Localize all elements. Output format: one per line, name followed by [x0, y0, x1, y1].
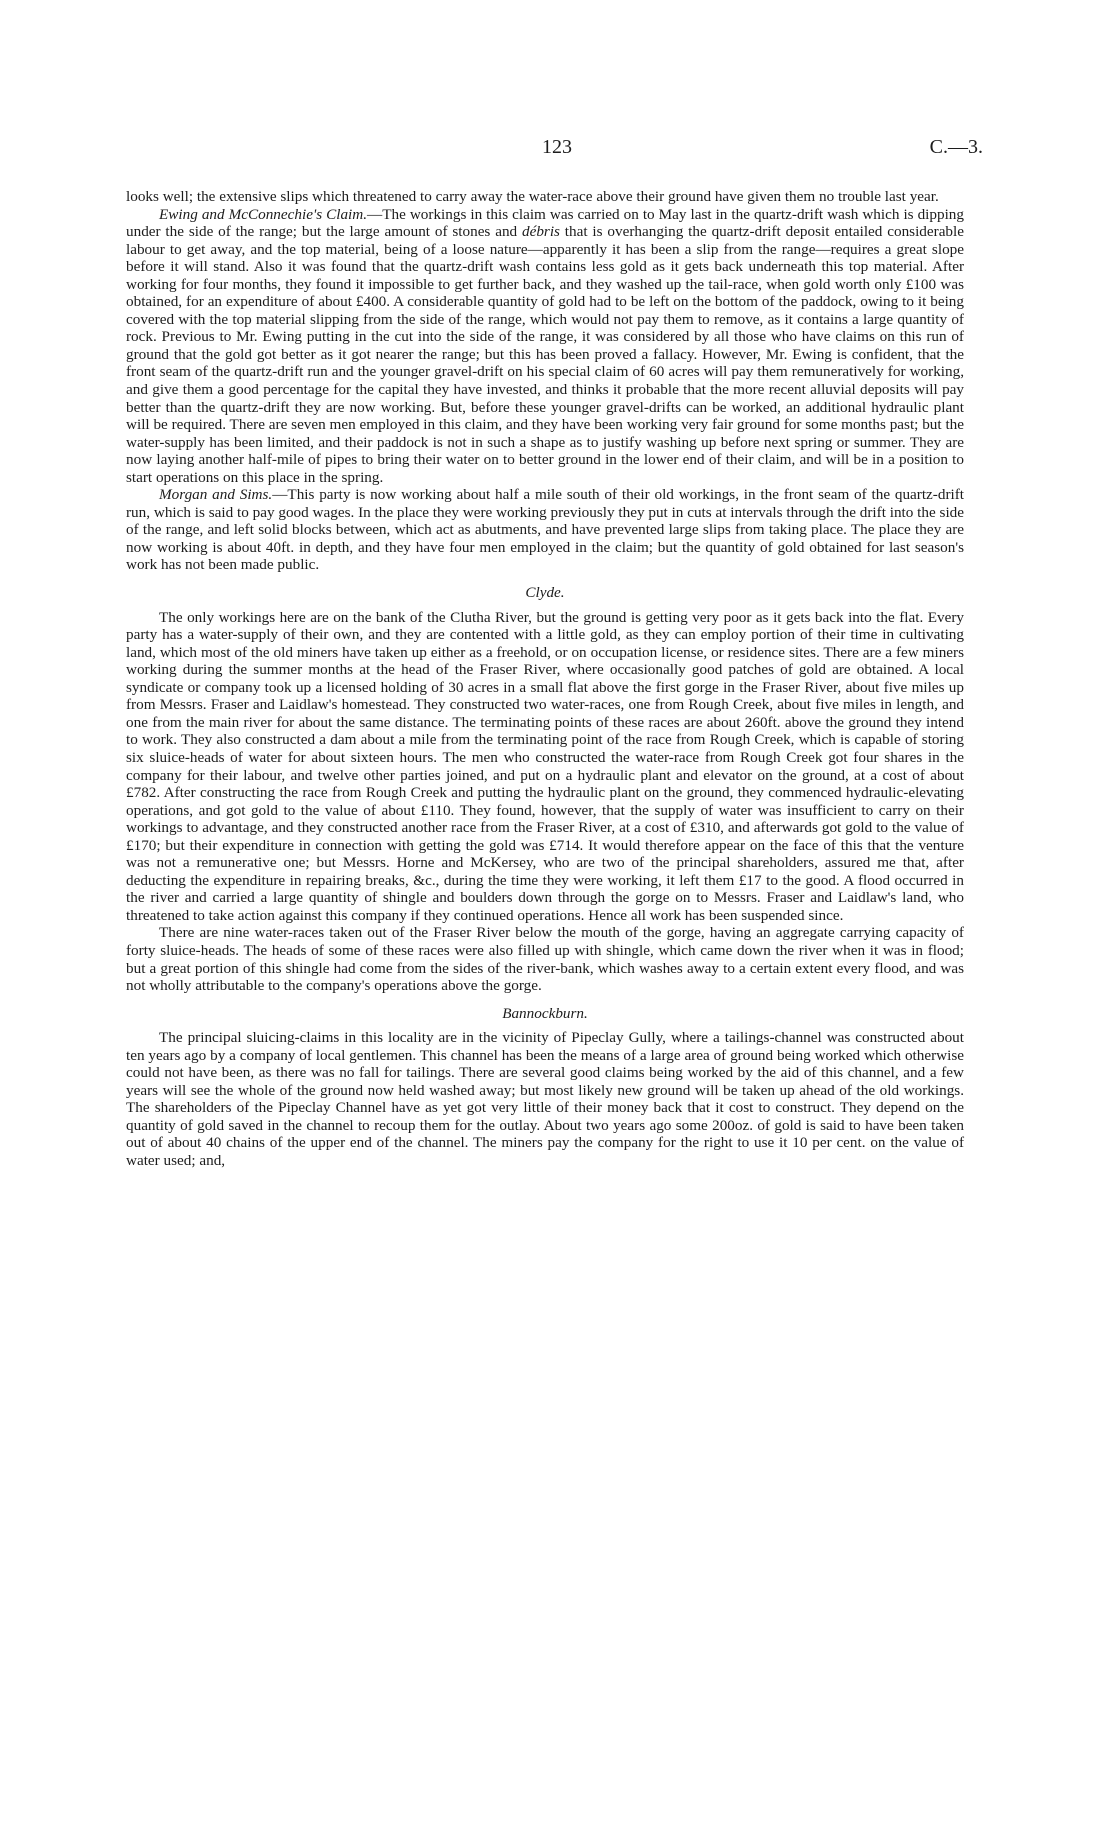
- paragraph-text-italic: débris: [521, 223, 560, 241]
- paragraph-clyde-2: There are nine water-races taken out of the Fraser River below the mouth of the gorge, having an aggregate carrying capacity of forty sluice-heads. The heads of some of these races were also filled up with shingle, which came down the river when it was in flood; but a great portion of this shingle had come from the sides of the river-bank, which washes away to a certain extent every flood, and was not wholly attributable to the company's operations above the gorge.: [126, 924, 964, 995]
- paragraph-clyde-1: The only workings here are on the bank of the Clutha River, but the ground is getting very poor as it gets back into the flat. Every party has a water-supply of their own, and they are contented with a little gold, as they can employ portion of their time in cultivating land, which most of the old miners have taken up either as a freehold, or on occupation license, or residence sites. There are a few miners working during the summer months at the head of the Fraser River, where occasionally good patches of gold are obtained. A local syndicate or company took up a licensed holding of 30 acres in a small flat above the first gorge in the Fraser River, about five miles up from Messrs. Fraser and Laidlaw's homestead. They constructed two water-races, one from Rough Creek, about five miles in length, and one from the main river for about the same distance. The terminating points of these races are about 260ft. above the ground they intend to work. They also constructed a dam about a mile from the terminating point of the race from Rough Creek, which is capable of storing six sluice-heads of water for about sixteen hours. The men who constructed the water-race from Rough Creek got four shares in the company for their labour, and twelve other parties joined, and put on a hydraulic plant and elevator on the ground, at a cost of about £782. After constructing the race from Rough Creek and putting the hydraulic plant on the ground, they commenced hydraulic-elevating operations, and got gold to the value of about £110. They found, however, that the supply of water was insufficient to carry on their workings to advantage, and they constructed another race from the Fraser River, at a cost of £310, and afterwards got gold to the value of £170; but their expenditure in connection with getting the gold was £714. It would therefore appear on the face of this that the venture was not a remunerative one; but Messrs. Horne and McKersey, who are two of the principal shareholders, assured me that, after deducting the expenditure in repairing breaks, &c., during the time they were working, it left them £17 to the good. A flood occurred in the river and carried a large quantity of shingle and boulders down through the gorge on to Messrs. Fraser and Laidlaw's land, who threatened to take action against this company if they continued operations. Hence all work has been suspended since.: [126, 608, 964, 924]
- page-header: [0, 136, 1114, 166]
- paragraph-continuation: looks well; the extensive slips which threatened to carry away the water-race above their ground have given them no trouble last year.: [126, 188, 939, 205]
- paragraph-text: —The workings in this claim was carried on to May last in the quartz-drift wash which is dipping under the side of the range; but the large amount of stones and: [126, 205, 964, 241]
- document-reference: C.—3.: [929, 136, 983, 158]
- paragraph-bannockburn: The principal sluicing-claims in this locality are in the vicinity of Pipeclay Gully, where a tailings-channel was constructed about ten years ago by a company of local gentlemen. This channel has been the means of a large area of ground being worked which otherwise could not have been, as there was no fall for tailings. There are several good claims being worked by the aid of this channel, and a few years will see the whole of the ground now held washed away; but most likely new ground will be taken up ahead of the old workings. The shareholders of the Pipeclay Channel have as yet got very little of their money back that it cost to construct. They depend on the quantity of gold saved in the channel to recoup them for the outlay. About two years ago some 200oz. of gold is said to have been taken out of about 40 chains of the upper end of the channel. The miners pay the company for the right to use it 10 per cent. on the value of water used; and,: [126, 1029, 964, 1169]
- claim-title-morgan: Morgan and Sims.: [159, 486, 273, 504]
- section-heading-bannockburn: Bannockburn.: [502, 1004, 588, 1022]
- section-heading-clyde: Clyde.: [525, 584, 565, 602]
- page-number: 123: [542, 136, 572, 158]
- page-body: [126, 188, 964, 1170]
- claim-title-ewing: Ewing and McConnechie's Claim.: [159, 205, 368, 223]
- paragraph-text: —This party is now working about half a mile south of their old workings, in the front seam of the quartz-drift run, which is said to pay good wages. In the place they were working previously they put in cuts at intervals through the drift into the side of the range, and left solid blocks between, which act as abutments, and have prevented large slips from taking place. The place they are now working is about 40ft. in depth, and they have four men employed in the claim; but the quantity of gold obtained for last season's work has not been made public.: [126, 486, 964, 574]
- paragraph-text: that is overhanging the quartz-drift deposit entailed considerable labour to get away, and the top material, being of a loose nature—apparently it has been a slip from the range—requires a great slope before it will stand. Also it was found that the quartz-drift wash contains less gold as it gets back underneath this top material. After working for four months, they found it impossible to get further back, and they washed up the tail-race, when gold worth only £100 was obtained, for an expenditure of about £400. A considerable quantity of gold had to be left on the bottom of the paddock, owing to it being covered with the top material slipping from the side of the range, which would not pay them to remove, as it contains a large quantity of rock. Previous to Mr. Ewing putting in the cut into the side of the range, it was considered by all those who have claims on this run of ground that the gold got better as it got nearer the range; but this has been proved a fallacy. However, Mr. Ewing is confident, that the front seam of the quartz-drift run and the younger gravel-drift on his special claim of 60 acres will pay them remuneratively for working, and give them a good percentage for the capital they have invested, and thinks it probable that the more recent alluvial deposits will pay better than the quartz-drift they are now working. But, before these younger gravel-drifts can be worked, an additional hydraulic plant will be required. There are seven men employed in this claim, and they have been working very fair ground for some months past; but the water-supply has been limited, and their paddock is not in such a shape as to justify washing up before next spring or summer. They are now laying another half-mile of pipes to bring their water on to better ground in the lower end of their claim, and will be in a position to start operations on this place in the spring.: [126, 223, 964, 486]
- paragraph-ewing-claim: [126, 206, 964, 487]
- paragraph-morgan-sims: [126, 486, 964, 574]
